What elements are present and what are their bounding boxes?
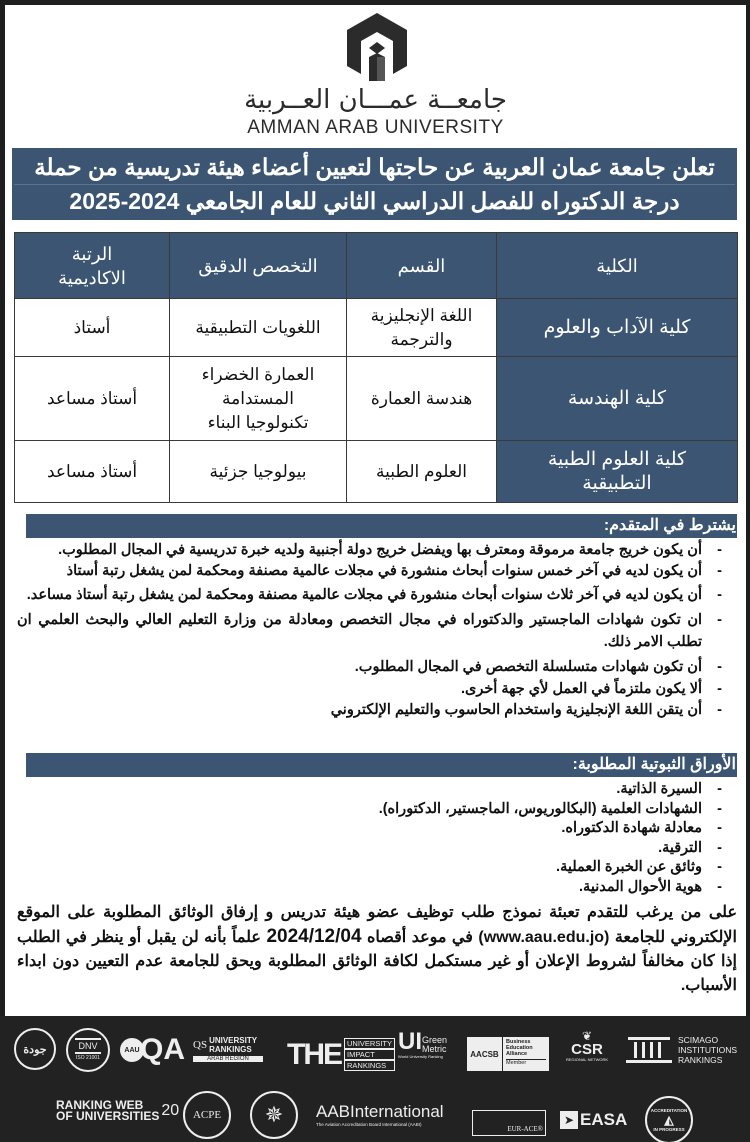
list-item: - ان تكون شهادات الماجستير والدكتوراه في مجال التخصص ومعادلة من وزارة التعليم العالي والبحث العلمي ان تطلب الامر ذلك.: [17, 609, 727, 653]
list-item: - أن يتقن اللغة الإنجليزية واستخدام الحاسوب والتعليم الإلكتروني: [17, 700, 727, 720]
aabi-logo: [316, 1102, 444, 1127]
cell-specialization: العمارة الخضراء المستدامة تكنولوجيا البناء: [170, 357, 347, 441]
csr-network-logo: [562, 1030, 612, 1062]
accreditation-mark-icon: ◭: [664, 1113, 674, 1127]
scimago-line-2: INSTITUTIONS: [678, 1045, 738, 1055]
easa-bird-icon: ➤: [560, 1111, 578, 1129]
aacsb-text: AACSB: [467, 1037, 503, 1071]
requirements-heading: يشترط في المتقدم:: [26, 514, 737, 538]
list-item: - أن تكون شهادات متسلسلة التخصص في المجال المطلوب.: [17, 656, 727, 678]
accreditation-footer: [0, 1016, 750, 1142]
dnv-sub: ISO 21001: [76, 1055, 100, 1061]
list-item: - السيرة الذاتية.: [17, 780, 727, 800]
requirements-list: [17, 540, 727, 721]
cell-department: هندسة العمارة: [347, 357, 497, 441]
ui-line-1: Green: [422, 1035, 448, 1045]
deadline-date: 2024/12/04: [266, 926, 362, 947]
aabi-sub: The Aviation Accreditation Board International (AABI): [316, 1122, 422, 1127]
list-item: - الشهادات العلمية (البكالوريوس، الماجستير، الدكتوراه).: [17, 800, 727, 820]
announcement-title: [12, 148, 737, 220]
university-emblem-icon: [343, 11, 411, 87]
positions-table: [14, 232, 738, 503]
logo-english-name: AMMAN ARAB UNIVERSITY: [247, 117, 504, 138]
aacsb-line-2: Education: [506, 1045, 533, 1051]
scimago-line-1: SCIMAGO: [678, 1035, 719, 1045]
csr-sub: REGIONAL NETWORK: [565, 1057, 609, 1062]
qs-sub: ARAB REGION: [193, 1056, 263, 1062]
list-item: - الترقية.: [17, 839, 727, 859]
accreditation-in-progress-logo: [645, 1096, 693, 1142]
header-department: القسم: [347, 233, 497, 299]
qs-rankings-logo: [193, 1036, 263, 1062]
announcement-page: [5, 5, 746, 1016]
list-item: - ألا يكون ملتزماً في العمل لأي جهة أخرى.: [17, 679, 727, 699]
dnv-text: DNV: [75, 1038, 100, 1054]
table-row: [15, 357, 738, 441]
cell-department: اللغة الإنجليزية والترجمة: [347, 299, 497, 357]
accreditation-line-2: IN PROGRESS: [653, 1127, 685, 1132]
cell-rank: أستاذ مساعد: [15, 441, 170, 503]
aacsb-logo: [467, 1037, 549, 1071]
webometrics-line-1: RANKING WEB: [56, 1098, 144, 1112]
leaf-icon: ❦: [581, 1029, 593, 1043]
cell-college: كلية الهندسة: [497, 357, 738, 441]
the-line-2: IMPACT: [344, 1049, 395, 1060]
the-line-3: RANKINGS: [344, 1060, 395, 1071]
cell-rank: أستاذ مساعد: [15, 357, 170, 441]
aacsb-line-3: Alliance: [506, 1051, 528, 1057]
the-line-1: UNIVERSITY: [344, 1038, 395, 1049]
webometrics-line-2: OF UNIVERSITIES: [56, 1109, 160, 1123]
acpe-logo: [183, 1091, 231, 1139]
webometrics-logo: [56, 1100, 179, 1122]
documents-list: [17, 780, 727, 897]
aacsb-line-1: Business: [506, 1039, 531, 1045]
list-item: - أن يكون لديه في آخر خمس سنوات أبحاث منشورة في مجلات عالمية مصنفة ومحكمة لمن يشغل رتبة أستاذ: [17, 561, 727, 581]
aau-qa-logo: [120, 1030, 185, 1070]
title-line-2: درجة الدكتوراه للفصل الدراسي الثاني للعام الجامعي 2024-2025: [14, 184, 735, 218]
csr-text: CSR: [571, 1041, 603, 1058]
documents-heading: الأوراق الثبوتية المطلوبة:: [26, 753, 737, 777]
list-item: - وثائق عن الخبرة العملية.: [17, 858, 727, 878]
ui-text: UI: [398, 1028, 422, 1055]
header-college: الكلية: [497, 233, 738, 299]
ui-line-2: Metric: [422, 1044, 447, 1054]
scimago-logo: [626, 1035, 737, 1065]
cell-specialization: بيولوجيا جزئية: [170, 441, 347, 503]
title-line-1: تعلن جامعة عمان العربية عن حاجتها لتعيين أعضاء هيئة تدريسية من حملة: [34, 154, 715, 180]
eur-ace-logo: [472, 1110, 546, 1136]
ui-greenmetric-logo: [398, 1030, 447, 1059]
easa-text: EASA: [580, 1110, 628, 1129]
dnv-logo: [66, 1028, 110, 1072]
cell-college: كلية العلوم الطبية التطبيقية: [497, 441, 738, 503]
aacsb-sub: Member: [506, 1059, 546, 1066]
header-rank: الرتبة الاكاديمية: [15, 233, 170, 299]
instructions-part-2: في موعد أقصاه: [367, 929, 473, 946]
aabi-text: AABInternational: [316, 1102, 444, 1121]
instructions-part-1: على من يرغب للتقدم تعبئة نموذج طلب توظيف عضو هيئة تدريس و إرفاق الوثائق المطلوبة على الموقع الإلكتروني للجامعة: [17, 904, 737, 946]
aau-qa-sub: AAU: [120, 1038, 144, 1062]
cell-department: العلوم الطبية: [347, 441, 497, 503]
the-rankings-logo: [287, 1038, 395, 1071]
list-item: - معادلة شهادة الدكتوراه.: [17, 819, 727, 839]
qs-text: UNIVERSITY RANKINGS: [209, 1036, 257, 1054]
easa-logo: [560, 1110, 627, 1130]
eur-ace-text: EUR-ACE®: [507, 1125, 543, 1133]
qs-prefix: QS: [193, 1039, 208, 1051]
the-text: THE: [287, 1037, 341, 1071]
application-instructions: [17, 901, 737, 998]
acpe-text: ACPE: [192, 1109, 222, 1121]
ui-sub: World University Ranking: [398, 1054, 443, 1059]
aau-qa-text: QA: [140, 1033, 185, 1066]
list-item: - أن يكون لديه في آخر ثلاث سنوات أبحاث منشورة في مجلات عالمية مصنفة ومحكمة لمن يشغل رتبة أستاذ مساعد.: [17, 584, 727, 606]
table-header-row: [15, 233, 738, 299]
logo-arabic-name: جامعــة عمـــان العــربية: [244, 85, 507, 115]
star-seal-icon: ✵: [264, 1102, 284, 1127]
list-item: - هوية الأحوال المدنية.: [17, 878, 727, 898]
university-logo: [5, 5, 746, 145]
jawda-text: جودة: [23, 1043, 47, 1056]
webometrics-sub: 20: [161, 1102, 180, 1119]
cell-rank: أستاذ: [15, 299, 170, 357]
islamic-seal-logo: [250, 1091, 298, 1139]
table-row: [15, 299, 738, 357]
header-specialization: التخصص الدقيق: [170, 233, 347, 299]
table-row: [15, 441, 738, 503]
cell-college: كلية الآداب والعلوم: [497, 299, 738, 357]
cell-specialization: اللغويات التطبيقية: [170, 299, 347, 357]
jawda-logo: [14, 1028, 56, 1070]
institution-columns-icon: [626, 1035, 672, 1065]
scimago-line-3: RANKINGS: [678, 1055, 723, 1065]
accreditation-line-1: ACCREDITATION: [650, 1108, 688, 1113]
list-item: - أن يكون خريج جامعة مرموقة ومعترف بها ويفضل خريج دولة أجنبية ولديه خبرة تدريسية في المجال المطلوب.: [17, 540, 727, 560]
instructions-part-3: علماً بأنه لن يقبل أو ينظر في الطلب إذا كان مخالفاً لشروط الإعلان أو غير مستكمل لكافة الوثائق المطلوبة ويحق للجامعة عدم التعيين دون ابداء الأسباب.: [17, 929, 737, 994]
website-link[interactable]: (www.aau.edu.jo): [478, 929, 610, 946]
